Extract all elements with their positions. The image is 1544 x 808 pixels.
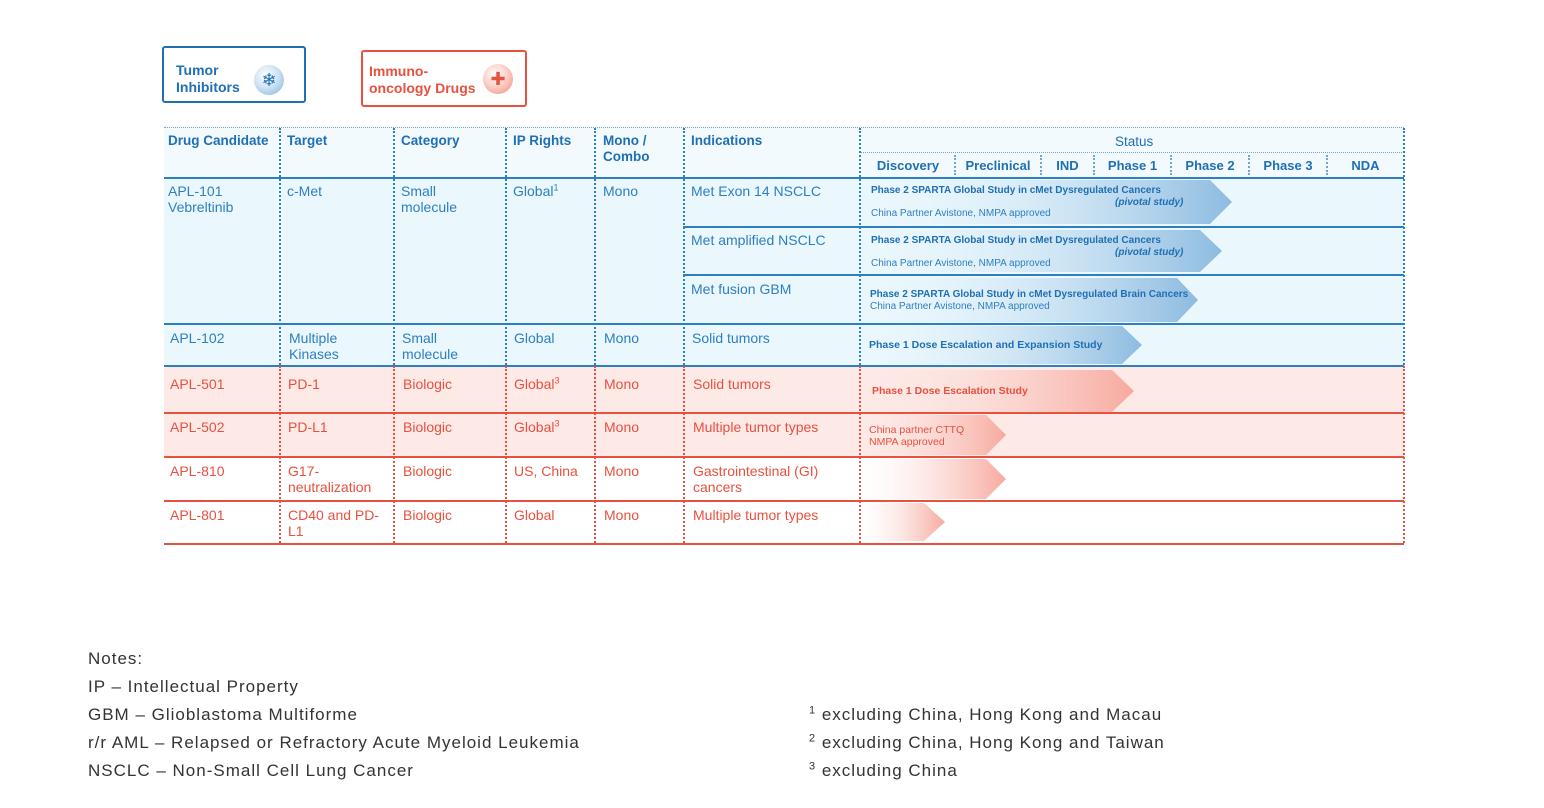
apl810-ip: US, China (514, 463, 578, 479)
apl501-drug: APL-501 (170, 376, 225, 392)
col-sep (279, 128, 281, 365)
row-line (164, 323, 1404, 325)
apl501-ip: Global$^3$ (514, 375, 560, 392)
apl102-mono: Mono (604, 330, 640, 346)
apl501-category: Biologic (403, 376, 453, 392)
apl101-indication-3: Met fusion GBM (691, 281, 792, 297)
col-sep (683, 128, 685, 365)
stage-ind: IND (1056, 158, 1079, 173)
table-top-line (164, 127, 1404, 128)
apl502-approval: NMPA approved (869, 436, 945, 448)
footnote-3: $^3$ excluding China (809, 760, 958, 780)
apl101-ind2-partner: China Partner Avistone, NMPA approved (871, 258, 1051, 269)
apl502-indication: Multiple tumor types (693, 419, 819, 435)
apl101-ind2-status-line2: (pivotal study) (1115, 247, 1184, 258)
apl101-mono: Mono (603, 183, 639, 199)
stage-nda: NDA (1351, 158, 1380, 173)
notes-title: Notes: (88, 649, 144, 668)
apl801-indication: Multiple tumor types (693, 507, 819, 523)
apl101-ind1-partner: China Partner Avistone, NMPA approved (871, 208, 1051, 219)
apl101-target: c-Met (287, 183, 322, 199)
apl101-drug: APL-101 Vebreltinib (168, 183, 234, 215)
progress-arrow-apl801 (862, 503, 945, 541)
apl102-status: Phase 1 Dose Escalation and Expansion Study (869, 339, 1103, 351)
apl502-target: PD-L1 (288, 419, 328, 435)
col-sep (594, 128, 596, 365)
apl101-indication-1: Met Exon 14 NSCLC (691, 183, 821, 199)
header-status: Status (1115, 134, 1154, 149)
col-sep (594, 366, 596, 543)
stage-phase1: Phase 1 (1107, 158, 1158, 173)
footnote-2: $^2$ excluding China, Hong Kong and Taiwan (809, 732, 1165, 752)
row-line (683, 274, 1404, 276)
row-line (164, 500, 1404, 502)
header-category: Category (401, 133, 460, 148)
stage-phase3: Phase 3 (1263, 158, 1313, 173)
col-sep (859, 128, 861, 365)
apl810-category: Biologic (403, 463, 453, 479)
header-mono-combo: Mono / Combo (603, 133, 650, 164)
apl801-mono: Mono (604, 507, 640, 523)
progress-arrow-apl810 (862, 459, 1006, 499)
apl810-mono: Mono (604, 463, 640, 479)
note-abbrev-2: GBM – Glioblastoma Multiforme (88, 705, 358, 724)
header-indications: Indications (691, 133, 763, 148)
apl101-ind3-status-line1: Phase 2 SPARTA Global Study in cMet Dysregulated Brain Cancers (870, 289, 1189, 300)
apl501-indication: Solid tumors (693, 376, 771, 392)
apl102-category: Small molecule (402, 330, 459, 362)
apl502-partner: China partner CTTQ (869, 424, 965, 436)
apl102-drug: APL-102 (170, 330, 225, 346)
col-sep (859, 366, 861, 543)
apl501-mono: Mono (604, 376, 640, 392)
apl801-drug: APL-801 (170, 507, 225, 523)
apl801-target: CD40 and PD-L1 (288, 507, 380, 539)
row-line (164, 456, 1404, 458)
apl101-category: Small molecule (401, 183, 458, 215)
header-target: Target (287, 133, 328, 148)
stage-phase2: Phase 2 (1185, 158, 1235, 173)
apl502-ip: Global$^3$ (514, 418, 560, 435)
apl101-ind1-status-line1: Phase 2 SPARTA Global Study in cMet Dysregulated Cancers (871, 185, 1161, 196)
apl502-mono: Mono (604, 419, 640, 435)
apl101-ind1-status-line2: (pivotal study) (1115, 197, 1184, 208)
apl101-indication-2: Met amplified NSCLC (691, 232, 826, 248)
col-sep (505, 366, 507, 543)
apl502-drug: APL-502 (170, 419, 225, 435)
apl501-status: Phase 1 Dose Escalation Study (872, 385, 1028, 397)
note-abbrev-3: r/r AML – Relapsed or Refractory Acute Myeloid Leukemia (88, 733, 580, 752)
apl501-target: PD-1 (288, 376, 320, 392)
apl101-ind3-partner: China Partner Avistone, NMPA approved (870, 301, 1050, 312)
header-ip-rights: IP Rights (513, 133, 572, 148)
col-sep (1403, 366, 1405, 543)
header-bottom-line (164, 177, 1404, 179)
apl801-category: Biologic (403, 507, 453, 523)
legend-io-label: Immuno- oncology Drugs (369, 63, 476, 96)
apl810-drug: APL-810 (170, 463, 225, 479)
note-abbrev-4: NSCLC – Non-Small Cell Lung Cancer (88, 761, 414, 780)
col-sep (505, 128, 507, 365)
table-bottom-line (164, 543, 1404, 545)
col-sep (393, 366, 395, 543)
apl801-ip: Global (514, 507, 555, 523)
status-sub-line (860, 152, 1404, 153)
col-sep (279, 366, 281, 543)
apl810-target: G17- neutralization (288, 463, 372, 495)
syringe-icon: ✚ (483, 64, 513, 94)
apl810-indication: Gastrointestinal (GI) cancers (693, 463, 819, 495)
row-line (164, 412, 1404, 414)
snowflake-icon: ❄ (254, 65, 284, 95)
footnote-1: $^1$ excluding China, Hong Kong and Macau (809, 704, 1163, 724)
row-line (164, 365, 1404, 367)
apl101-ip: Global$^1$ (513, 182, 559, 199)
legend-tumor-label: Tumor Inhibitors (176, 62, 240, 95)
header-drug-candidate: Drug Candidate (168, 133, 269, 148)
apl102-indication: Solid tumors (692, 330, 770, 346)
stage-preclinical: Preclinical (965, 158, 1031, 173)
apl102-ip: Global (514, 330, 555, 346)
apl101-ind2-status-line1: Phase 2 SPARTA Global Study in cMet Dysregulated Cancers (871, 235, 1161, 246)
col-sep (1403, 128, 1405, 365)
row-line (683, 226, 1404, 228)
col-sep (393, 128, 395, 365)
stage-discovery: Discovery (876, 158, 940, 173)
apl102-target: Multiple Kinases (289, 330, 339, 362)
col-sep (683, 366, 685, 543)
note-abbrev-1: IP – Intellectual Property (88, 677, 299, 696)
apl502-category: Biologic (403, 419, 453, 435)
